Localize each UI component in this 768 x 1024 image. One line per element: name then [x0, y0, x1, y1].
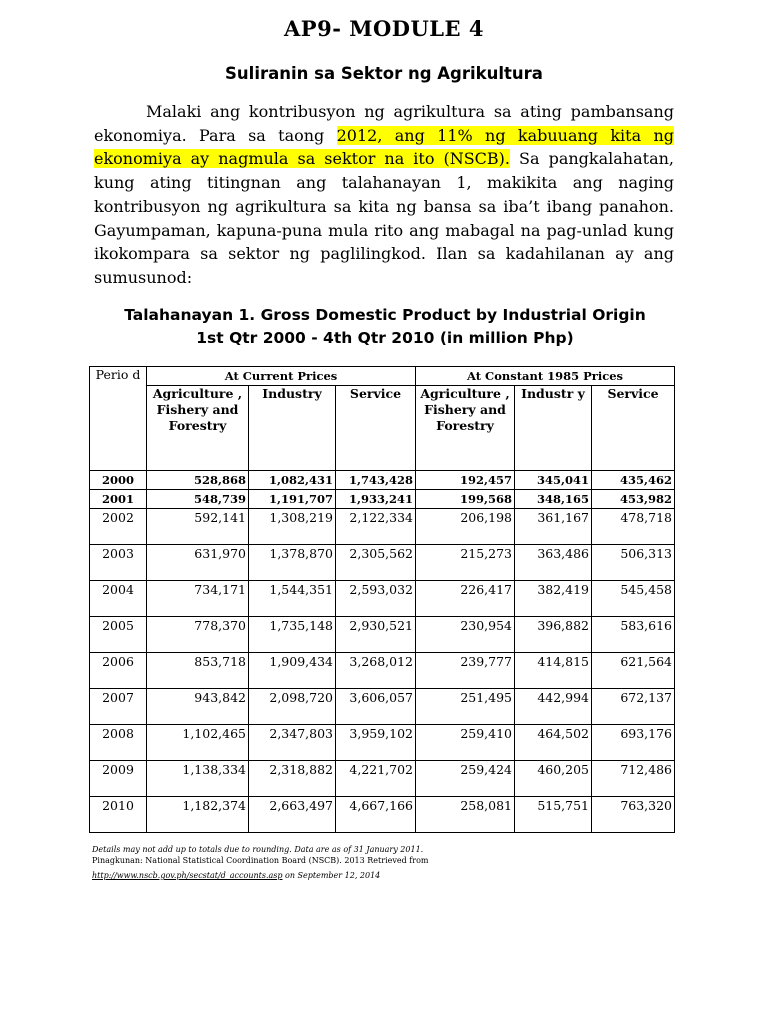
value-cell: 2,098,720 — [249, 689, 336, 725]
value-cell: 548,739 — [147, 490, 249, 509]
column-header: Industr y — [515, 386, 592, 471]
gdp-table — [89, 366, 675, 833]
value-cell: 460,205 — [515, 761, 592, 797]
value-cell: 3,268,012 — [336, 653, 416, 689]
value-cell: 3,959,102 — [336, 725, 416, 761]
value-cell: 853,718 — [147, 653, 249, 689]
value-cell: 363,486 — [515, 545, 592, 581]
table-row — [90, 471, 675, 490]
value-cell: 515,751 — [515, 797, 592, 833]
year-cell: 2001 — [90, 490, 147, 509]
table-row — [90, 581, 675, 617]
year-cell: 2004 — [90, 581, 147, 617]
value-cell: 478,718 — [592, 509, 675, 545]
value-cell: 464,502 — [515, 725, 592, 761]
value-cell: 528,868 — [147, 471, 249, 490]
value-cell: 192,457 — [416, 471, 515, 490]
year-cell: 2006 — [90, 653, 147, 689]
value-cell: 1,933,241 — [336, 490, 416, 509]
value-cell: 1,191,707 — [249, 490, 336, 509]
column-header: Service — [592, 386, 675, 471]
value-cell: 2,663,497 — [249, 797, 336, 833]
table-title-line2: 1st Qtr 2000 - 4th Qtr 2010 (in million Php) — [196, 329, 574, 347]
value-cell: 693,176 — [592, 725, 675, 761]
value-cell: 199,568 — [416, 490, 515, 509]
year-cell: 2008 — [90, 725, 147, 761]
value-cell: 1,138,334 — [147, 761, 249, 797]
value-cell: 763,320 — [592, 797, 675, 833]
year-cell: 2007 — [90, 689, 147, 725]
value-cell: 414,815 — [515, 653, 592, 689]
value-cell: 2,347,803 — [249, 725, 336, 761]
year-cell: 2009 — [90, 761, 147, 797]
year-cell: 2000 — [90, 471, 147, 490]
value-cell: 1,308,219 — [249, 509, 336, 545]
column-header: Agriculture , Fishery and Forestry — [416, 386, 515, 471]
value-cell: 943,842 — [147, 689, 249, 725]
value-cell: 1,182,374 — [147, 797, 249, 833]
table-row — [90, 545, 675, 581]
table-title — [90, 304, 680, 350]
value-cell: 506,313 — [592, 545, 675, 581]
value-cell: 442,994 — [515, 689, 592, 725]
table-row — [90, 689, 675, 725]
source-url-link[interactable]: http://www.nscb.gov.ph/secstat/d_accounts.asp — [92, 871, 283, 880]
value-cell: 778,370 — [147, 617, 249, 653]
value-cell: 712,486 — [592, 761, 675, 797]
section-subtitle: Suliranin sa Sektor ng Agrikultura — [225, 64, 543, 83]
value-cell: 621,564 — [592, 653, 675, 689]
value-cell: 3,606,057 — [336, 689, 416, 725]
value-cell: 1,743,428 — [336, 471, 416, 490]
value-cell: 258,081 — [416, 797, 515, 833]
value-cell: 592,141 — [147, 509, 249, 545]
value-cell: 4,667,166 — [336, 797, 416, 833]
table-row — [90, 617, 675, 653]
value-cell: 1,102,465 — [147, 725, 249, 761]
column-header: Industry — [249, 386, 336, 471]
column-header: Service — [336, 386, 416, 471]
year-cell: 2003 — [90, 545, 147, 581]
table-row — [90, 653, 675, 689]
table-row — [90, 797, 675, 833]
value-cell: 259,424 — [416, 761, 515, 797]
source-date: on September 12, 2014 — [282, 871, 381, 880]
constant-prices-header: At Constant 1985 Prices — [416, 367, 675, 386]
value-cell: 239,777 — [416, 653, 515, 689]
value-cell: 361,167 — [515, 509, 592, 545]
value-cell: 1,082,431 — [249, 471, 336, 490]
period-header: Perio d — [90, 367, 147, 471]
value-cell: 2,122,334 — [336, 509, 416, 545]
value-cell: 226,417 — [416, 581, 515, 617]
current-prices-header: At Current Prices — [147, 367, 416, 386]
value-cell: 453,982 — [592, 490, 675, 509]
source-link-line — [92, 871, 380, 880]
value-cell: 1,909,434 — [249, 653, 336, 689]
year-cell: 2005 — [90, 617, 147, 653]
value-cell: 230,954 — [416, 617, 515, 653]
value-cell: 251,495 — [416, 689, 515, 725]
source-citation: Pinagkunan: National Statistical Coordination Board (NSCB). 2013 Retrieved from — [92, 856, 429, 865]
value-cell: 259,410 — [416, 725, 515, 761]
column-header: Agriculture , Fishery and Forestry — [147, 386, 249, 471]
value-cell: 2,593,032 — [336, 581, 416, 617]
value-cell: 4,221,702 — [336, 761, 416, 797]
value-cell: 348,165 — [515, 490, 592, 509]
value-cell: 2,318,882 — [249, 761, 336, 797]
highlighted-text: 2012, ang 11% ng kabuuang kita ng ekonomiya ay nagmula sa sektor na ito (NSCB). — [94, 125, 675, 169]
value-cell: 215,273 — [416, 545, 515, 581]
value-cell: 206,198 — [416, 509, 515, 545]
value-cell: 545,458 — [592, 581, 675, 617]
gdp-table-body — [90, 471, 675, 833]
table-row — [90, 490, 675, 509]
rounding-footnote: Details may not add up to totals due to rounding. Data are as of 31 January 2011. — [92, 845, 424, 854]
value-cell: 1,735,148 — [249, 617, 336, 653]
value-cell: 2,305,562 — [336, 545, 416, 581]
paragraph-text-after: Sa pangkalahatan, kung ating titingnan ang talahanayan 1, makikita ang naging kontribusyon ng agrikultura sa kita ng bansa sa iba’t ibang panahon. Gayumpaman, kapuna-puna mula rito ang mabagal na pag-unlad kung ikokompara sa sektor ng paglilingkod. Ilan sa kadahilanan ay ang sumusunod: — [94, 149, 675, 287]
table-row — [90, 761, 675, 797]
value-cell: 396,882 — [515, 617, 592, 653]
value-cell: 2,930,521 — [336, 617, 416, 653]
value-cell: 435,462 — [592, 471, 675, 490]
year-cell: 2002 — [90, 509, 147, 545]
table-row — [90, 509, 675, 545]
value-cell: 734,171 — [147, 581, 249, 617]
value-cell: 672,137 — [592, 689, 675, 725]
value-cell: 382,419 — [515, 581, 592, 617]
table-row — [90, 725, 675, 761]
value-cell: 631,970 — [147, 545, 249, 581]
value-cell: 345,041 — [515, 471, 592, 490]
paragraph-text-before: Malaki ang kontribusyon ng agrikultura sa ating pambansang ekonomiya. Para sa taong — [94, 102, 674, 145]
value-cell: 1,544,351 — [249, 581, 336, 617]
table-title-line1: Talahanayan 1. Gross Domestic Product by Industrial Origin — [124, 306, 646, 324]
value-cell: 583,616 — [592, 617, 675, 653]
value-cell: 1,378,870 — [249, 545, 336, 581]
page-title: AP9- MODULE 4 — [284, 16, 484, 41]
year-cell: 2010 — [90, 797, 147, 833]
intro-paragraph — [94, 100, 674, 290]
